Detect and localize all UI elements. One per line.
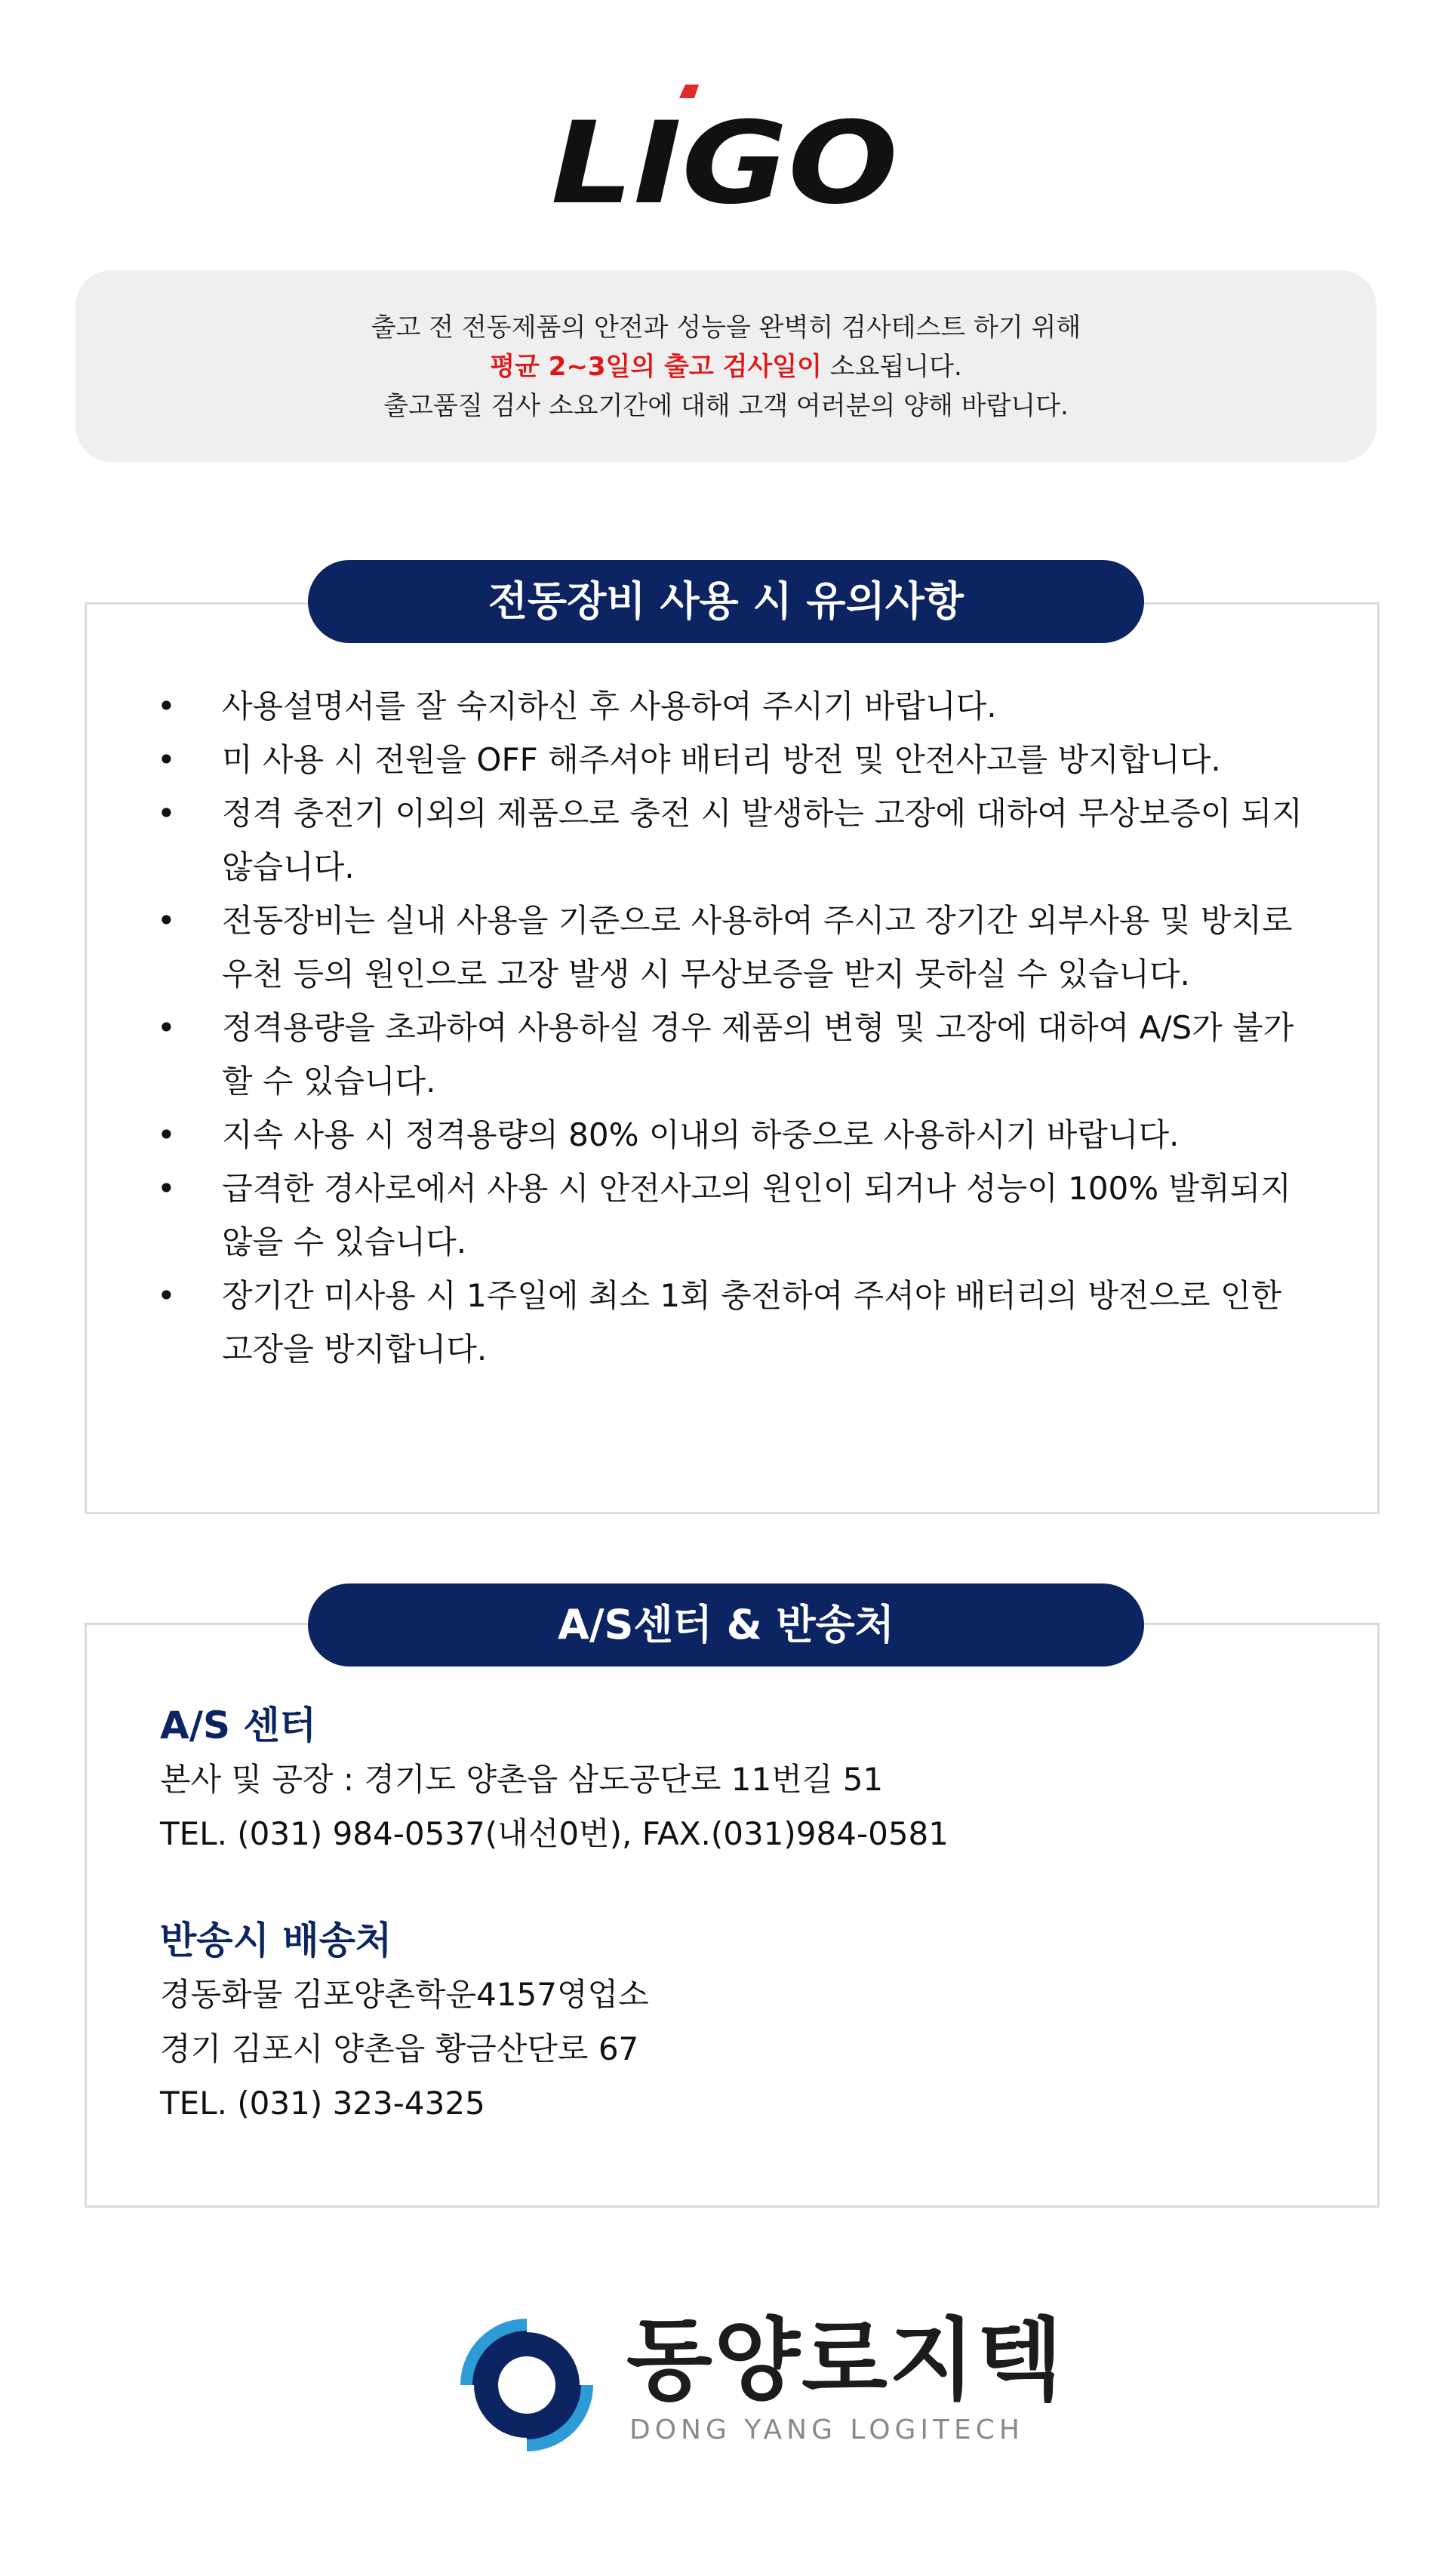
caution-text: 미 사용 시 전원을 OFF 해주셔야 배터리 방전 및 안전사고를 방지합니다. <box>222 741 1221 778</box>
bullet-icon: • <box>157 1170 176 1207</box>
caution-text: 장기간 미사용 시 1주일에 최소 1회 충전하여 주셔야 배터리의 방전으로 인한 고장을 방지합니다. <box>222 1277 1282 1368</box>
as-center-heading: A/S 센터 <box>160 1703 316 1747</box>
bullet-icon: • <box>157 1116 176 1153</box>
bullet-icon: • <box>157 741 176 778</box>
notice-line-1: 출고 전 전동제품의 안전과 성능을 완벽히 검사테스트 하기 위해 <box>371 312 1081 343</box>
dongyang-logo <box>451 2308 1064 2461</box>
caution-text: 전동장비는 실내 사용을 기준으로 사용하여 주시고 장기간 외부사용 및 방치로 우천 등의 원인으로 고장 발생 시 무상보증을 받지 못하실 수 있습니다. <box>222 902 1293 993</box>
list-item <box>157 1269 1319 1376</box>
company-name-kr: 동양로지텍 <box>626 2308 1064 2412</box>
list-item <box>157 1108 1319 1162</box>
caution-text: 정격용량을 초과하여 사용하실 경우 제품의 변형 및 고장에 대하여 A/S가 불가할 수 있습니다. <box>222 1009 1294 1100</box>
bullet-icon: • <box>157 688 176 725</box>
caution-text: 급격한 경사로에서 사용 시 안전사고의 원인이 되거나 성능이 100% 발휘되지 않을 수 있습니다. <box>222 1170 1291 1260</box>
notice-line-3: 출고품질 검사 소요기간에 대해 고객 여러분의 양해 바랍니다. <box>383 391 1069 421</box>
caution-text: 사용설명서를 잘 숙지하신 후 사용하여 주시기 바랍니다. <box>222 688 997 725</box>
as-section-title: A/S센터 & 반송처 <box>308 1583 1144 1667</box>
bullet-icon: • <box>157 902 176 939</box>
return-heading: 반송시 배송처 <box>160 1919 392 1962</box>
notice-line-2 <box>75 347 1377 386</box>
logo-wordmark: LIGO <box>551 98 898 215</box>
return-contact: TEL. (031) 323-4325 <box>160 2085 485 2122</box>
list-item <box>157 733 1319 786</box>
caution-text: 지속 사용 시 정격용량의 80% 이내의 하중으로 사용하시기 바랍니다. <box>222 1116 1180 1153</box>
list-item <box>157 894 1319 1001</box>
list-item <box>157 679 1319 733</box>
shipping-notice <box>75 270 1377 462</box>
return-carrier: 경동화물 김포양촌학운4157영업소 <box>160 1976 649 2013</box>
return-address: 경기 김포시 양촌읍 황금산단로 67 <box>160 2030 639 2067</box>
bullet-icon: • <box>157 1277 176 1314</box>
caution-text: 정격 충전기 이외의 제품으로 충전 시 발생하는 고장에 대하여 무상보증이 되지 않습니다. <box>222 795 1303 885</box>
dongyang-mark-icon <box>451 2310 602 2461</box>
ligo-logo <box>543 75 906 215</box>
as-center-info <box>160 1698 1337 1861</box>
return-address-info <box>160 1913 1337 2131</box>
as-center-contact: TEL. (031) 984-0537(내선0번), FAX.(031)984-0581 <box>160 1815 949 1852</box>
bullet-icon: • <box>157 795 176 832</box>
list-item <box>157 786 1319 894</box>
logo-accent-mark <box>679 85 699 98</box>
caution-list <box>157 679 1319 1376</box>
as-center-address: 본사 및 공장 : 경기도 양촌읍 삼도공단로 11번길 51 <box>160 1761 884 1798</box>
notice-highlight: 평균 2~3일의 출고 검사일이 <box>490 352 822 382</box>
company-name-en: DONG YANG LOGITECH <box>629 2414 1024 2445</box>
list-item <box>157 1001 1319 1108</box>
bullet-icon: • <box>157 1009 176 1046</box>
caution-title: 전동장비 사용 시 유의사항 <box>308 560 1144 643</box>
list-item <box>157 1162 1319 1269</box>
notice-line-2-rest: 소요됩니다. <box>821 352 962 382</box>
